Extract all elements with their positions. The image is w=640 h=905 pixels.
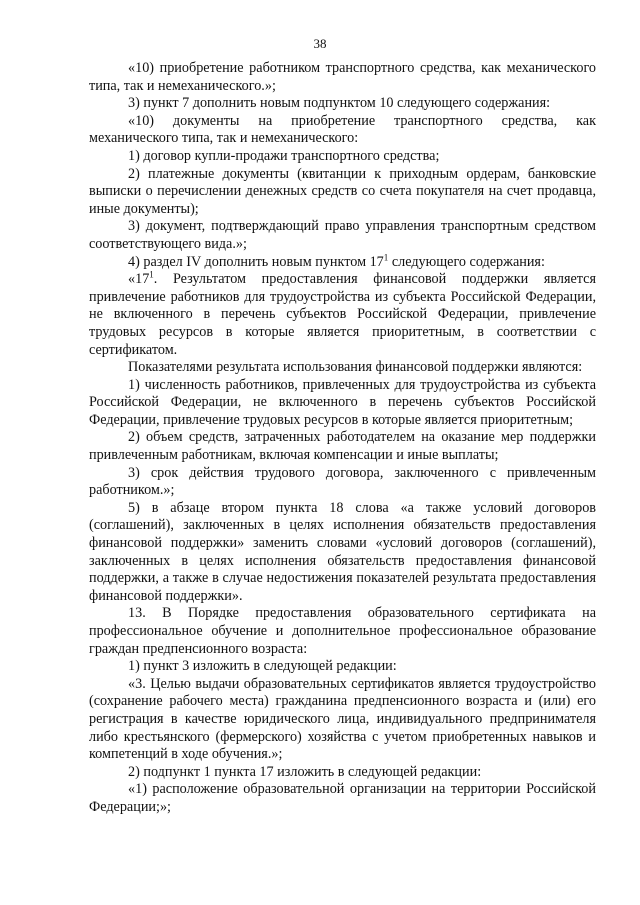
paragraph-12: 3) срок действия трудового договора, заключенного с привлеченным работником.»;	[89, 464, 596, 499]
paragraph-9: Показателями результата использования финансовой поддержки являются:	[128, 359, 583, 376]
paragraph-5: 2) платежные документы (квитанции к приходным ордерам, банковские выписки о перечислении денежных средств со счета покупателя на счет продавца, иные документы);	[89, 165, 596, 217]
paragraph-14: 13. В Порядке предоставления образовательного сертификата на профессиональное обучение и дополнительное профессиональное образование граждан предпенсионного возраста:	[89, 605, 596, 657]
paragraph-8: «$17^1$. Результатом предоставления финансовой поддержки является привлечение работников для трудоустройства из субъекта Российской Федерации, не включенного в перечень субъектов Российской Федерации, привлечение трудовых ресурсов в которые является приоритетным, в соответствии с сертификатом.	[89, 269, 596, 358]
paragraph-3: «10) документы на приобретение транспортного средства, как механического типа, так и немеханического:	[89, 112, 596, 147]
paragraph-6: 3) документ, подтверждающий право управления транспортным средством соответствующего вида.»;	[89, 218, 596, 252]
paragraph-15: 1) пункт 3 изложить в следующей редакции:	[128, 658, 397, 675]
paragraph-17: 2) подпункт 1 пункта 17 изложить в следующей редакции:	[128, 763, 482, 780]
paragraph-7: 4) раздел IV дополнить новым пунктом $17^1$ следующего содержания:	[128, 251, 545, 270]
superscript: 1	[149, 269, 154, 280]
paragraph-1: «10) приобретение работником транспортного средства, как механического типа, так и немеханического.»;	[89, 60, 596, 94]
paragraph-16: «3. Целью выдачи образовательных сертификатов является трудоустройство (сохранение рабочего места) гражданина предпенсионного возраста и (или) его регистрация в качестве юридического лица, индивидуального предпринимателя либо крестьянского (фермерского) хозяйства с учетом приобретенных навыков и компетенций в ходе обучения.»;	[89, 675, 596, 763]
document-body	[89, 60, 596, 817]
paragraph-2: 3) пункт 7 дополнить новым подпунктом 10 следующего содержания:	[128, 95, 551, 112]
paragraph-11: 2) объем средств, затраченных работодателем на оказание мер поддержки привлеченным работникам, включая компенсации и иные выплаты;	[89, 429, 596, 464]
superscript: 1	[383, 251, 389, 262]
paragraph-13: 5) в абзаце втором пункта 18 слова «а также условий договоров (соглашений), заключенных в целях исполнения обязательств предоставления финансовой поддержки» заменить словами «условий договоров (соглашений), заключенных в целях исполнения обязательств предоставления финансовой поддержки, а также в случае недостижения показателей результата предоставления финансовой поддержки».	[89, 499, 596, 604]
paragraph-4: 1) договор купли-продажи транспортного средства;	[128, 147, 440, 164]
page-number: 38	[313, 36, 327, 51]
paragraph-18: «1) расположение образовательной организации на территории Российской Федерации;»;	[89, 781, 596, 815]
paragraph-10: 1) численность работников, привлеченных для трудоустройства из субъекта Российской Федерации, не включенного в перечень субъектов Российской Федерации, привлечение трудовых ресурсов в которые является приоритетным;	[89, 376, 596, 428]
